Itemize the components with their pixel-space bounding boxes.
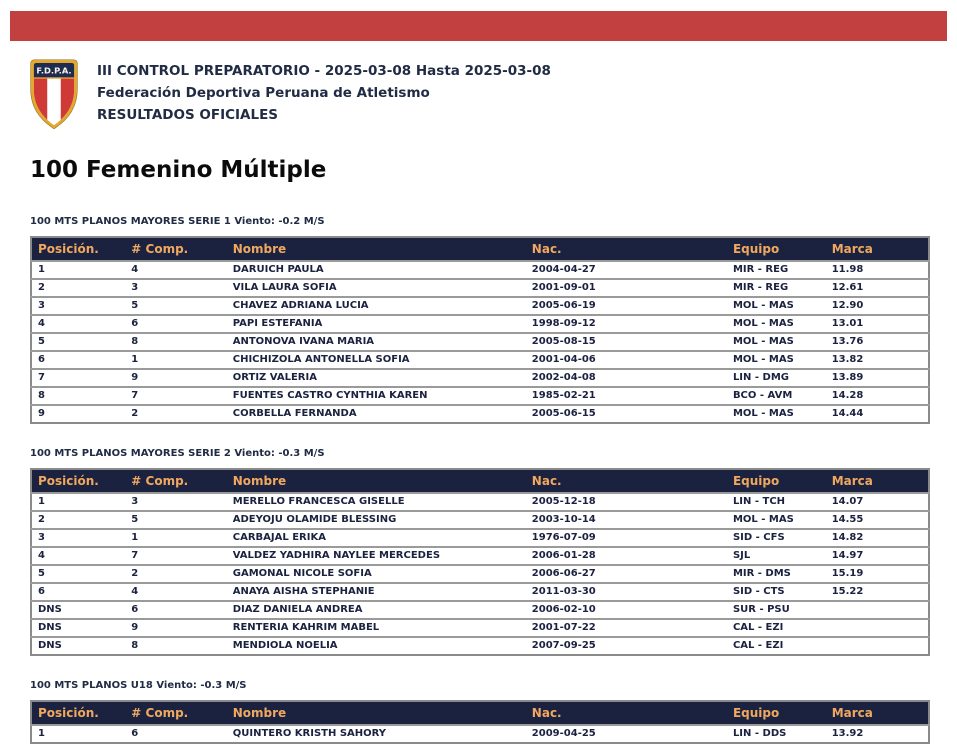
cell-comp: 4 [125,583,226,601]
cell-pos: 6 [31,583,125,601]
cell-pos: 5 [31,333,125,351]
cell-equipo: LIN - DMG [727,369,826,387]
cell-equipo: SID - CFS [727,529,826,547]
cell-comp: 6 [125,725,226,743]
cell-comp: 7 [125,547,226,565]
cell-nombre: CHICHIZOLA ANTONELLA SOFIA [227,351,526,369]
cell-nac: 2001-09-01 [526,279,727,297]
cell-nombre: ADEYOJU OLAMIDE BLESSING [227,511,526,529]
cell-pos: 1 [31,493,125,511]
results-label: RESULTADOS OFICIALES [97,107,279,123]
cell-pos: 4 [31,315,125,333]
table-row [31,279,929,297]
table-row [31,261,929,279]
cell-comp: 1 [125,351,226,369]
table-row [31,333,929,351]
cell-marca [826,619,929,637]
table-row [31,369,929,387]
table-row [31,529,929,547]
cell-equipo: MIR - DMS [727,565,826,583]
cell-pos: DNS [31,637,125,655]
cell-nombre: PAPI ESTEFANIA [227,315,526,333]
event-section [30,448,930,656]
cell-nac: 2011-03-30 [526,583,727,601]
table-header-row [31,469,929,493]
cell-marca [826,601,929,619]
cell-pos: 2 [31,279,125,297]
cell-nombre: DIAZ DANIELA ANDREA [227,601,526,619]
cell-nac: 1998-09-12 [526,315,727,333]
table-row [31,405,929,423]
cell-marca: 14.82 [826,529,929,547]
cell-pos: 3 [31,297,125,315]
cell-nac: 2005-12-18 [526,493,727,511]
cell-nombre: QUINTERO KRISTH SAHORY [227,725,526,743]
cell-equipo: BCO - AVM [727,387,826,405]
cell-nombre: ANAYA AISHA STEPHANIE [227,583,526,601]
cell-comp: 8 [125,637,226,655]
header-text-block [97,57,551,126]
cell-nac: 2005-08-15 [526,333,727,351]
cell-equipo: SID - CTS [727,583,826,601]
column-header-nac: Nac. [526,701,727,725]
cell-pos: 6 [31,351,125,369]
cell-nombre: FUENTES CASTRO CYNTHIA KAREN [227,387,526,405]
table-row [31,297,929,315]
table-row [31,315,929,333]
table-row [31,725,929,743]
event-title: III CONTROL PREPARATORIO - 2025-03-08 Hasta 2025-03-08 [97,63,551,79]
cell-marca: 14.28 [826,387,929,405]
cell-nombre: CHAVEZ ADRIANA LUCIA [227,297,526,315]
cell-pos: 1 [31,725,125,743]
table-row [31,565,929,583]
cell-pos: DNS [31,619,125,637]
results-table [30,236,930,424]
cell-nac: 2005-06-19 [526,297,727,315]
cell-marca: 13.82 [826,351,929,369]
cell-equipo: MOL - MAS [727,405,826,423]
cell-comp: 9 [125,619,226,637]
section-heading: 100 MTS PLANOS MAYORES SERIE 2 Viento: -0.3 M/S [30,448,325,459]
cell-marca: 12.61 [826,279,929,297]
cell-marca: 14.44 [826,405,929,423]
cell-pos: DNS [31,601,125,619]
cell-comp: 8 [125,333,226,351]
table-row [31,493,929,511]
column-header-equipo: Equipo [727,237,826,261]
column-header-marca: Marca [826,469,929,493]
cell-marca [826,637,929,655]
cell-nombre: GAMONAL NICOLE SOFIA [227,565,526,583]
cell-pos: 3 [31,529,125,547]
cell-marca: 13.01 [826,315,929,333]
cell-equipo: MOL - MAS [727,333,826,351]
column-header-comp: # Comp. [125,237,226,261]
column-header-nombre: Nombre [227,701,526,725]
cell-nac: 2006-02-10 [526,601,727,619]
column-header-marca: Marca [826,237,929,261]
cell-marca: 13.89 [826,369,929,387]
cell-equipo: SUR - PSU [727,601,826,619]
cell-comp: 6 [125,601,226,619]
cell-pos: 8 [31,387,125,405]
cell-nac: 1985-02-21 [526,387,727,405]
column-header-comp: # Comp. [125,469,226,493]
cell-marca: 12.90 [826,297,929,315]
cell-comp: 4 [125,261,226,279]
column-header-pos: Posición. [31,701,125,725]
cell-nombre: VALDEZ YADHIRA NAYLEE MERCEDES [227,547,526,565]
top-banner [10,11,947,41]
cell-nac: 2006-01-28 [526,547,727,565]
cell-marca: 14.97 [826,547,929,565]
cell-nombre: CARBAJAL ERIKA [227,529,526,547]
cell-equipo: LIN - TCH [727,493,826,511]
cell-nombre: DARUICH PAULA [227,261,526,279]
cell-comp: 6 [125,315,226,333]
fdpa-logo [28,57,80,130]
table-row [31,547,929,565]
cell-equipo: MOL - MAS [727,351,826,369]
page-content [30,57,930,744]
cell-nac: 2002-04-08 [526,369,727,387]
cell-comp: 7 [125,387,226,405]
cell-equipo: CAL - EZI [727,637,826,655]
cell-pos: 1 [31,261,125,279]
cell-nac: 2007-09-25 [526,637,727,655]
cell-comp: 3 [125,279,226,297]
table-row [31,351,929,369]
cell-marca: 13.92 [826,725,929,743]
cell-marca: 14.55 [826,511,929,529]
cell-nac: 1976-07-09 [526,529,727,547]
event-section [30,680,930,744]
cell-comp: 1 [125,529,226,547]
event-section [30,216,930,424]
section-heading: 100 MTS PLANOS U18 Viento: -0.3 M/S [30,680,247,691]
table-row [31,387,929,405]
table-row [31,601,929,619]
cell-equipo: SJL [727,547,826,565]
cell-comp: 2 [125,565,226,583]
table-row [31,511,929,529]
column-header-comp: # Comp. [125,701,226,725]
cell-marca: 15.19 [826,565,929,583]
page-title: 100 Femenino Múltiple [30,157,327,183]
cell-equipo: MIR - REG [727,261,826,279]
cell-marca: 11.98 [826,261,929,279]
cell-nac: 2001-04-06 [526,351,727,369]
table-header-row [31,701,929,725]
column-header-marca: Marca [826,701,929,725]
results-table [30,468,930,656]
cell-nac: 2009-04-25 [526,725,727,743]
cell-nac: 2001-07-22 [526,619,727,637]
fdpa-logo-text: F.D.P.A. [36,65,72,76]
results-table [30,700,930,744]
column-header-nombre: Nombre [227,469,526,493]
cell-equipo: MOL - MAS [727,297,826,315]
table-header-row [31,237,929,261]
cell-pos: 5 [31,565,125,583]
table-row [31,637,929,655]
federation-name: Federación Deportiva Peruana de Atletismo [97,85,430,101]
cell-pos: 9 [31,405,125,423]
cell-marca: 15.22 [826,583,929,601]
report-header [28,57,930,130]
cell-equipo: MIR - REG [727,279,826,297]
cell-marca: 14.07 [826,493,929,511]
table-row [31,583,929,601]
cell-comp: 2 [125,405,226,423]
cell-pos: 7 [31,369,125,387]
cell-comp: 5 [125,297,226,315]
column-header-nac: Nac. [526,469,727,493]
cell-marca: 13.76 [826,333,929,351]
cell-comp: 5 [125,511,226,529]
cell-nac: 2004-04-27 [526,261,727,279]
cell-nac: 2006-06-27 [526,565,727,583]
cell-comp: 3 [125,493,226,511]
column-header-pos: Posición. [31,237,125,261]
column-header-equipo: Equipo [727,701,826,725]
cell-equipo: LIN - DDS [727,725,826,743]
cell-nombre: ANTONOVA IVANA MARIA [227,333,526,351]
column-header-nombre: Nombre [227,237,526,261]
cell-nombre: MENDIOLA NOELIA [227,637,526,655]
cell-equipo: MOL - MAS [727,315,826,333]
cell-nac: 2003-10-14 [526,511,727,529]
cell-nombre: VILA LAURA SOFIA [227,279,526,297]
table-row [31,619,929,637]
cell-nac: 2005-06-15 [526,405,727,423]
cell-comp: 9 [125,369,226,387]
column-header-pos: Posición. [31,469,125,493]
cell-equipo: MOL - MAS [727,511,826,529]
cell-pos: 2 [31,511,125,529]
cell-nombre: RENTERIA KAHRIM MABEL [227,619,526,637]
column-header-equipo: Equipo [727,469,826,493]
sections-container [30,216,930,744]
fdpa-shield-icon [28,57,80,130]
cell-equipo: CAL - EZI [727,619,826,637]
cell-nombre: CORBELLA FERNANDA [227,405,526,423]
cell-pos: 4 [31,547,125,565]
section-heading: 100 MTS PLANOS MAYORES SERIE 1 Viento: -0.2 M/S [30,216,325,227]
cell-nombre: ORTIZ VALERIA [227,369,526,387]
cell-nombre: MERELLO FRANCESCA GISELLE [227,493,526,511]
column-header-nac: Nac. [526,237,727,261]
